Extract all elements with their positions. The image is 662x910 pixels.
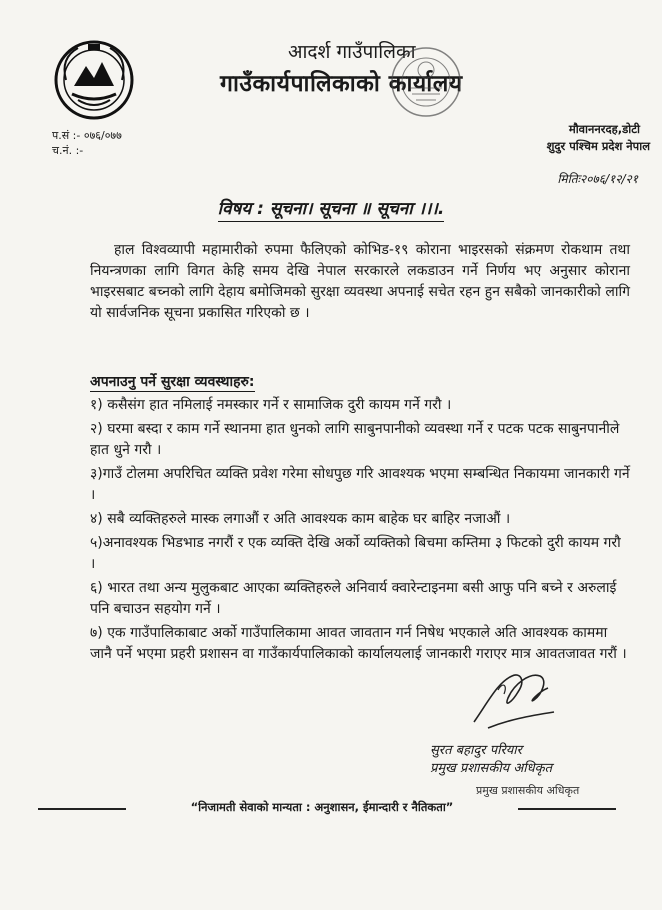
measure-item: ६) भारत तथा अन्य मुलुकबाट आएका ब्यक्तिहरुले अनिवार्य क्वारेन्टाइनमा बसी आफु पनि बच्ने र अरुलाई पनि बचाउन सहयोग गर्ने । [90, 580, 617, 617]
handwritten-signature-icon [468, 662, 558, 734]
measure-item: ७) एक गाउँपालिकाबाट अर्को गाउँपालिकामा आवत जावतान गर्न निषेध भएकाले अति आवश्यक काममा जानै पर्ने भएमा प्रहरी प्रशासन वा गाउँकार्यपालिकाको कार्यालयलाई जानकारी गराएर मात्र आवतजावत गरौं । [90, 625, 627, 662]
measure-item: ४) सबै व्यक्तिहरुले मास्क लगाऔं र अति आवश्यक काम बाहेक घर बाहिर नजाऔं । [90, 511, 511, 527]
footer-rule-right [518, 808, 616, 810]
org-name: आदर्श गाउँपालिका [288, 41, 416, 63]
subject-line [0, 196, 662, 219]
footer-rule-left [38, 808, 126, 810]
reference-number: प.सं :- ०७६/०७७ [52, 129, 122, 142]
measures-list [90, 395, 630, 668]
office-name: गाउँकार्यपालिकाको कार्यालय [220, 70, 463, 97]
measures-heading: अपनाउनु पर्ने सुरक्षा व्यवस्थाहरु: [90, 374, 255, 390]
nepal-emblem-icon [52, 38, 136, 122]
measure-item: १) कसैसंग हात नमिलाई नमस्कार गर्ने र सामाजिक दुरी कायम गर्ने गरौ । [90, 397, 452, 413]
reference-block [52, 128, 122, 158]
body-paragraph: हाल विश्वव्यापी महामारीको रुपमा फैलिएको कोभिड-१९ कोराना भाइरसको संक्रमण रोकथाम तथा नियन्त्रणका लागि विगत केहि समय देखि नेपाल सरकारले लकडाउन गर्ने निर्णय भए अनुसार कोराना भाइरसबाट बच्नको लागि देहाय बमोजिमको सुरक्षा व्यवस्था अपनाई सचेत रहन हुन सबैको जानकारीको लागि यो सार्वजनिक सूचना प्रकासित गरिएको छ । [90, 242, 630, 321]
subject-text: विषय : सूचना। सूचना ॥ सूचना ।।।. [218, 199, 445, 222]
letter-date: मितिः२०७६/१२/२१ [557, 172, 638, 186]
address-line-1: मौवाननरदह,डोटी [568, 122, 640, 136]
office-seal-icon [388, 44, 464, 120]
signatory-title: प्रमुख प्रशासकीय अधिकृत [430, 761, 553, 776]
measure-item: २) घरमा बस्दा र काम गर्ने स्थानमा हात धुनको लागि साबुनपानीको व्यवस्था गर्ने र पटक पटक साबुनपानीले हात धुने गरौ । [90, 421, 620, 458]
address-line-2: शुदुर पश्चिम प्रदेश नेपाल [546, 139, 650, 153]
measure-item: ३)गाउँ टोलमा अपरिचित व्यक्ति प्रवेश गरेमा सोधपुछ गरि आवश्यक भएमा सम्बन्धित निकायमा जानकारी गर्ने । [90, 466, 630, 503]
dispatch-number: च.नं. :- [52, 144, 84, 157]
measure-item: ५)अनावश्यक भिडभाड नगरौं र एक व्यक्ति देखि अर्को व्यक्तिको बिचमा कम्तिमा ३ फिटको दुरी कायम गरौ । [90, 535, 621, 572]
signatory-stamp-title: प्रमुख प्रशासकीय अधिकृत [476, 784, 580, 797]
signatory-name: सुरत बहादुर परियार [430, 743, 522, 758]
footer-motto: “निजामती सेवाको मान्यता : अनुशासन, ईमान्दारी र नैतिकता” [190, 800, 454, 814]
